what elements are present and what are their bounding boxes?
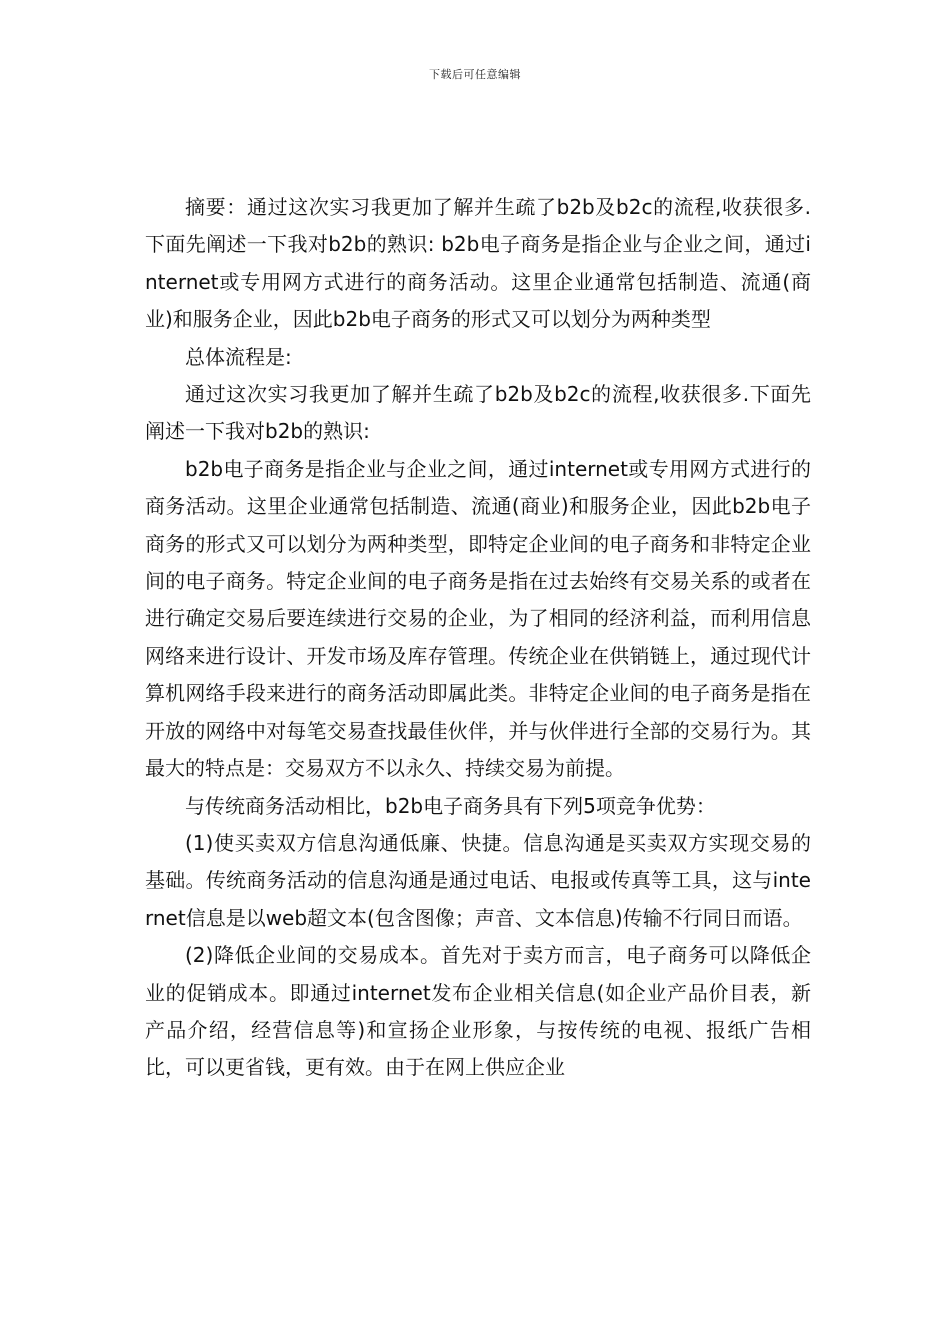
advantage-2-paragraph: (2)降低企业间的交易成本。首先对于卖方而言，电子商务可以降低企业的促销成本。即通过internet发布企业相关信息(如企业产品价目表，新产品介绍，经营信息等)和宣扬企业形象，与按传统的电视、报纸广告相比，可以更省钱，更有效。由于在网上供应企业 bbox=[145, 943, 811, 1080]
page-header: 下载后可任意编辑 bbox=[429, 68, 521, 81]
document-body bbox=[145, 189, 811, 1087]
advantages-intro-paragraph: 与传统商务活动相比，b2b电子商务具有下列5项竞争优势： bbox=[185, 793, 716, 818]
b2b-definition-paragraph: b2b电子商务是指企业与企业之间，通过internet或专用网方式进行的商务活动。这里企业通常包括制造、流通(商业)和服务企业，因此b2b电子商务的形式又可以划分为两种类型，即特定企业间的电子商务和非特定企业间的电子商务。特定企业间的电子商务是指在过去始终有交易关系的或者在进行确定交易后要连续进行交易的企业，为了相同的经济利益，而利用信息网络来进行设计、开发市场及库存管理。传统企业在供销链上，通过现代计算机网络手段来进行的商务活动即属此类。非特定企业间的电子商务是指在开放的网络中对每笔交易查找最佳伙伴，并与伙伴进行全部的交易行为。其最大的特点是：交易双方不以永久、持续交易为前提。 bbox=[145, 456, 811, 781]
advantage-1-paragraph: (1)使买卖双方信息沟通低廉、快捷。信息沟通是买卖双方实现交易的基础。传统商务活动的信息沟通是通过电话、电报或传真等工具，这与internet信息是以web超文本(包含图像；声音、文本信息)传输不行同日而语。 bbox=[145, 830, 811, 930]
abstract-paragraph: 摘要：通过这次实习我更加了解并生疏了b2b及b2c的流程,收获很多.下面先阐述一下我对b2b的熟识: b2b电子商务是指企业与企业之间，通过internet或专用网方式进行的商务活动。这里企业通常包括制造、流通(商业)和服务企业，因此b2b电子商务的形式又可以划分为两种类型 bbox=[145, 195, 811, 332]
intro-paragraph: 通过这次实习我更加了解并生疏了b2b及b2c的流程,收获很多.下面先阐述一下我对b2b的熟识: bbox=[145, 382, 811, 444]
overall-process-label: 总体流程是: bbox=[185, 344, 292, 369]
